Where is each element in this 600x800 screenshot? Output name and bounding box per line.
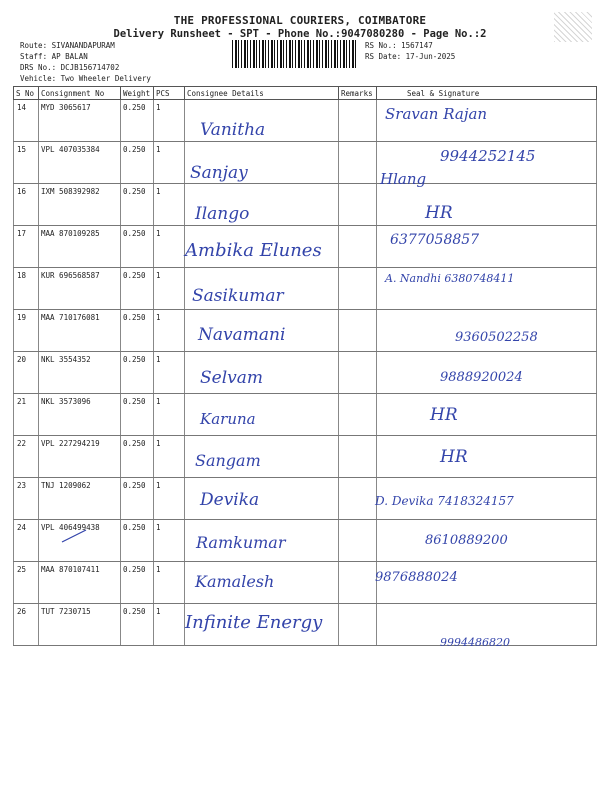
staff-info: Staff: AP BALAN	[20, 52, 88, 61]
handwritten-name: Ilango	[195, 204, 250, 224]
handwritten-signature: 9944252145	[440, 147, 536, 165]
table-row	[14, 394, 597, 436]
table-row	[14, 268, 597, 310]
row-signature	[377, 520, 597, 562]
table-row	[14, 310, 597, 352]
table-row	[14, 562, 597, 604]
row-pcs: 1	[154, 436, 185, 478]
row-consignee	[185, 100, 339, 142]
handwritten-name: Vanitha	[200, 120, 266, 140]
col-header-remarks: Remarks	[339, 87, 377, 100]
row-consignment: IXM 508392982	[39, 184, 121, 226]
row-remarks	[339, 352, 377, 394]
col-header-signature: Seal & Signature	[377, 87, 597, 100]
handwritten-name: Karuna	[200, 410, 256, 428]
company-title: THE PROFESSIONAL COURIERS, COIMBATORE	[173, 14, 427, 27]
row-remarks	[339, 100, 377, 142]
pen-stroke	[60, 528, 90, 544]
table-row	[14, 100, 597, 142]
row-consignment: VPL 406499438	[39, 520, 121, 562]
row-signature	[377, 394, 597, 436]
row-sno: 24	[14, 520, 39, 562]
handwritten-signature: 9360502258	[455, 330, 538, 345]
row-consignment: NKL 3573096	[39, 394, 121, 436]
table-row	[14, 226, 597, 268]
col-header-sno: S No	[14, 87, 39, 100]
handwritten-name: Sasikumar	[192, 286, 284, 306]
row-pcs: 1	[154, 310, 185, 352]
row-pcs: 1	[154, 352, 185, 394]
row-signature	[377, 352, 597, 394]
row-remarks	[339, 142, 377, 184]
row-remarks	[339, 604, 377, 646]
row-remarks	[339, 478, 377, 520]
col-header-weight: Weight	[121, 87, 154, 100]
row-weight: 0.250	[121, 226, 154, 268]
handwritten-name: Infinite Energy	[185, 612, 323, 633]
handwritten-signature: HR	[425, 203, 453, 223]
row-weight: 0.250	[121, 562, 154, 604]
row-signature	[377, 226, 597, 268]
row-weight: 0.250	[121, 184, 154, 226]
row-remarks	[339, 562, 377, 604]
handwritten-signature: 8610889200	[425, 533, 508, 548]
handwritten-name: Ramkumar	[196, 533, 286, 552]
row-consignee	[185, 394, 339, 436]
row-pcs: 1	[154, 562, 185, 604]
handwritten-signature: A. Nandhi 6380748411	[385, 272, 515, 285]
handwritten-name: Selvam	[200, 368, 264, 388]
table-row	[14, 478, 597, 520]
row-remarks	[339, 436, 377, 478]
row-pcs: 1	[154, 394, 185, 436]
row-pcs: 1	[154, 268, 185, 310]
route-info: Route: SIVANANDAPURAM	[20, 41, 115, 50]
row-consignment: MAA 710176081	[39, 310, 121, 352]
runsheet-subtitle: Delivery Runsheet - SPT - Phone No.:9047080280 - Page No.:2	[113, 28, 487, 40]
table-header-row	[14, 87, 597, 100]
row-weight: 0.250	[121, 394, 154, 436]
row-sno: 15	[14, 142, 39, 184]
rs-number: RS No.: 1567147	[365, 41, 433, 50]
row-consignee	[185, 226, 339, 268]
handwritten-signature: Sravan Rajan	[385, 105, 488, 123]
row-signature	[377, 184, 597, 226]
row-remarks	[339, 520, 377, 562]
handwritten-signature: 9876888024	[375, 570, 458, 585]
handwritten-signature: 9888920024	[440, 370, 523, 385]
row-sno: 21	[14, 394, 39, 436]
row-weight: 0.250	[121, 100, 154, 142]
row-weight: 0.250	[121, 604, 154, 646]
row-sno: 19	[14, 310, 39, 352]
row-pcs: 1	[154, 100, 185, 142]
row-sno: 26	[14, 604, 39, 646]
row-remarks	[339, 394, 377, 436]
handwritten-signature: HR	[430, 405, 458, 425]
row-weight: 0.250	[121, 268, 154, 310]
row-consignment: TNJ 1209062	[39, 478, 121, 520]
row-consignment: KUR 696568587	[39, 268, 121, 310]
row-signature	[377, 604, 597, 646]
row-consignment: NKL 3554352	[39, 352, 121, 394]
row-signature	[377, 478, 597, 520]
handwritten-signature: D. Devika 7418324157	[375, 494, 514, 508]
row-weight: 0.250	[121, 436, 154, 478]
col-header-consignee: Consignee Details	[185, 87, 339, 100]
row-weight: 0.250	[121, 352, 154, 394]
row-pcs: 1	[154, 142, 185, 184]
row-sno: 18	[14, 268, 39, 310]
row-signature	[377, 562, 597, 604]
row-weight: 0.250	[121, 310, 154, 352]
table-row	[14, 436, 597, 478]
handwritten-phone: 9994486820	[440, 636, 510, 649]
row-consignee	[185, 268, 339, 310]
row-sno: 14	[14, 100, 39, 142]
vehicle-info: Vehicle: Two Wheeler Delivery	[20, 74, 151, 83]
row-sno: 16	[14, 184, 39, 226]
row-consignment: VPL 227294219	[39, 436, 121, 478]
row-consignee	[185, 436, 339, 478]
row-sno: 25	[14, 562, 39, 604]
row-consignment: TUT 7230715	[39, 604, 121, 646]
row-pcs: 1	[154, 184, 185, 226]
handwritten-name: Navamani	[198, 325, 286, 345]
row-signature	[377, 310, 597, 352]
row-consignee	[185, 310, 339, 352]
handwritten-signature: 6377058857	[390, 232, 480, 248]
row-remarks	[339, 268, 377, 310]
row-consignment: VPL 407035384	[39, 142, 121, 184]
row-remarks	[339, 226, 377, 268]
row-weight: 0.250	[121, 478, 154, 520]
row-signature	[377, 100, 597, 142]
row-weight: 0.250	[121, 520, 154, 562]
handwritten-name: Devika	[200, 490, 260, 510]
row-remarks	[339, 184, 377, 226]
row-consignment: MAA 870107411	[39, 562, 121, 604]
handwritten-signature: Hlang	[380, 170, 427, 188]
col-header-pcs: PCS	[154, 87, 185, 100]
delivery-table	[13, 86, 597, 646]
handwritten-name: Kamalesh	[195, 572, 275, 591]
row-consignment: MAA 870109285	[39, 226, 121, 268]
rs-date: RS Date: 17-Jun-2025	[365, 52, 456, 61]
table-row	[14, 184, 597, 226]
table-row	[14, 604, 597, 646]
corner-watermark	[554, 12, 592, 42]
table-row	[14, 520, 597, 562]
row-pcs: 1	[154, 226, 185, 268]
col-header-consignment: Consignment No	[39, 87, 121, 100]
drs-number: DRS No.: DCJB156714702	[20, 63, 120, 72]
row-consignee	[185, 142, 339, 184]
row-sno: 17	[14, 226, 39, 268]
row-sno: 22	[14, 436, 39, 478]
row-pcs: 1	[154, 520, 185, 562]
row-sno: 20	[14, 352, 39, 394]
row-consignee	[185, 352, 339, 394]
row-consignee	[185, 184, 339, 226]
row-signature	[377, 436, 597, 478]
row-signature	[377, 142, 597, 184]
row-consignee	[185, 604, 339, 646]
row-pcs: 1	[154, 478, 185, 520]
row-consignee	[185, 562, 339, 604]
table-row	[14, 142, 597, 184]
row-consignee	[185, 520, 339, 562]
row-weight: 0.250	[121, 142, 154, 184]
row-pcs: 1	[154, 604, 185, 646]
handwritten-name: Ambika Elunes	[185, 240, 322, 261]
handwritten-name: Sanjay	[190, 163, 248, 183]
row-consignment: MYD 3065617	[39, 100, 121, 142]
row-consignee	[185, 478, 339, 520]
handwritten-signature: HR	[440, 447, 468, 467]
barcode-image	[232, 40, 357, 68]
row-signature	[377, 268, 597, 310]
handwritten-name: Sangam	[195, 451, 261, 470]
row-remarks	[339, 310, 377, 352]
row-sno: 23	[14, 478, 39, 520]
table-row	[14, 352, 597, 394]
